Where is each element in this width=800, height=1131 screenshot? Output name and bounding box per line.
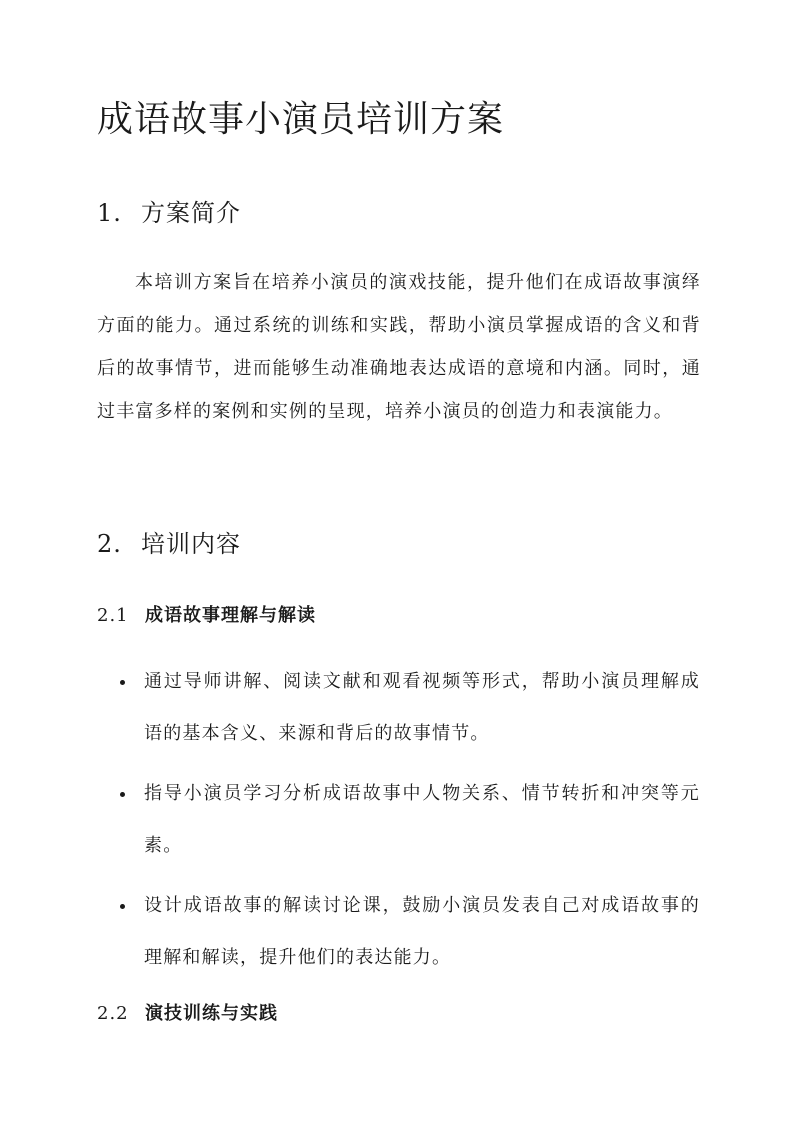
section-title: 培训内容 [141, 530, 241, 558]
subsection-title: 演技训练与实践 [145, 1003, 278, 1024]
list-item-text: 指导小演员学习分析成语故事中人物关系、情节转折和冲突等元素。 [144, 783, 700, 856]
subsection-number: 2.2 [97, 1003, 129, 1024]
subsection-number: 2.1 [97, 605, 129, 626]
list-item [144, 880, 700, 984]
subsection-title: 成语故事理解与解读 [145, 605, 316, 626]
section-heading-intro [97, 197, 241, 229]
list-item [144, 656, 700, 760]
bullet-dot-icon [120, 792, 125, 797]
subsection-heading-understanding [97, 603, 316, 629]
section-heading-content [97, 528, 241, 560]
list-item-text: 通过导师讲解、阅读文献和观看视频等形式，帮助小演员理解成语的基本含义、来源和背后的故事情节。 [144, 671, 700, 744]
bullet-dot-icon [120, 680, 125, 685]
subsection-heading-acting [97, 1001, 278, 1027]
bullet-dot-icon [120, 904, 125, 909]
list-item-text: 设计成语故事的解读讨论课，鼓励小演员发表自己对成语故事的理解和解读，提升他们的表达能力。 [144, 895, 700, 968]
section-title: 方案简介 [141, 199, 241, 227]
intro-paragraph: 本培训方案旨在培养小演员的演戏技能，提升他们在成语故事演绎方面的能力。通过系统的训练和实践，帮助小演员掌握成语的含义和背后的故事情节，进而能够生动准确地表达成语的意境和内涵。同时，通过丰富多样的案例和实例的呈现，培养小演员的创造力和表演能力。 [97, 272, 701, 422]
list-item [144, 768, 700, 872]
document-title: 成语故事小演员培训方案 [97, 99, 505, 140]
section-number: 2. [97, 530, 122, 558]
section-number: 1. [97, 199, 122, 227]
